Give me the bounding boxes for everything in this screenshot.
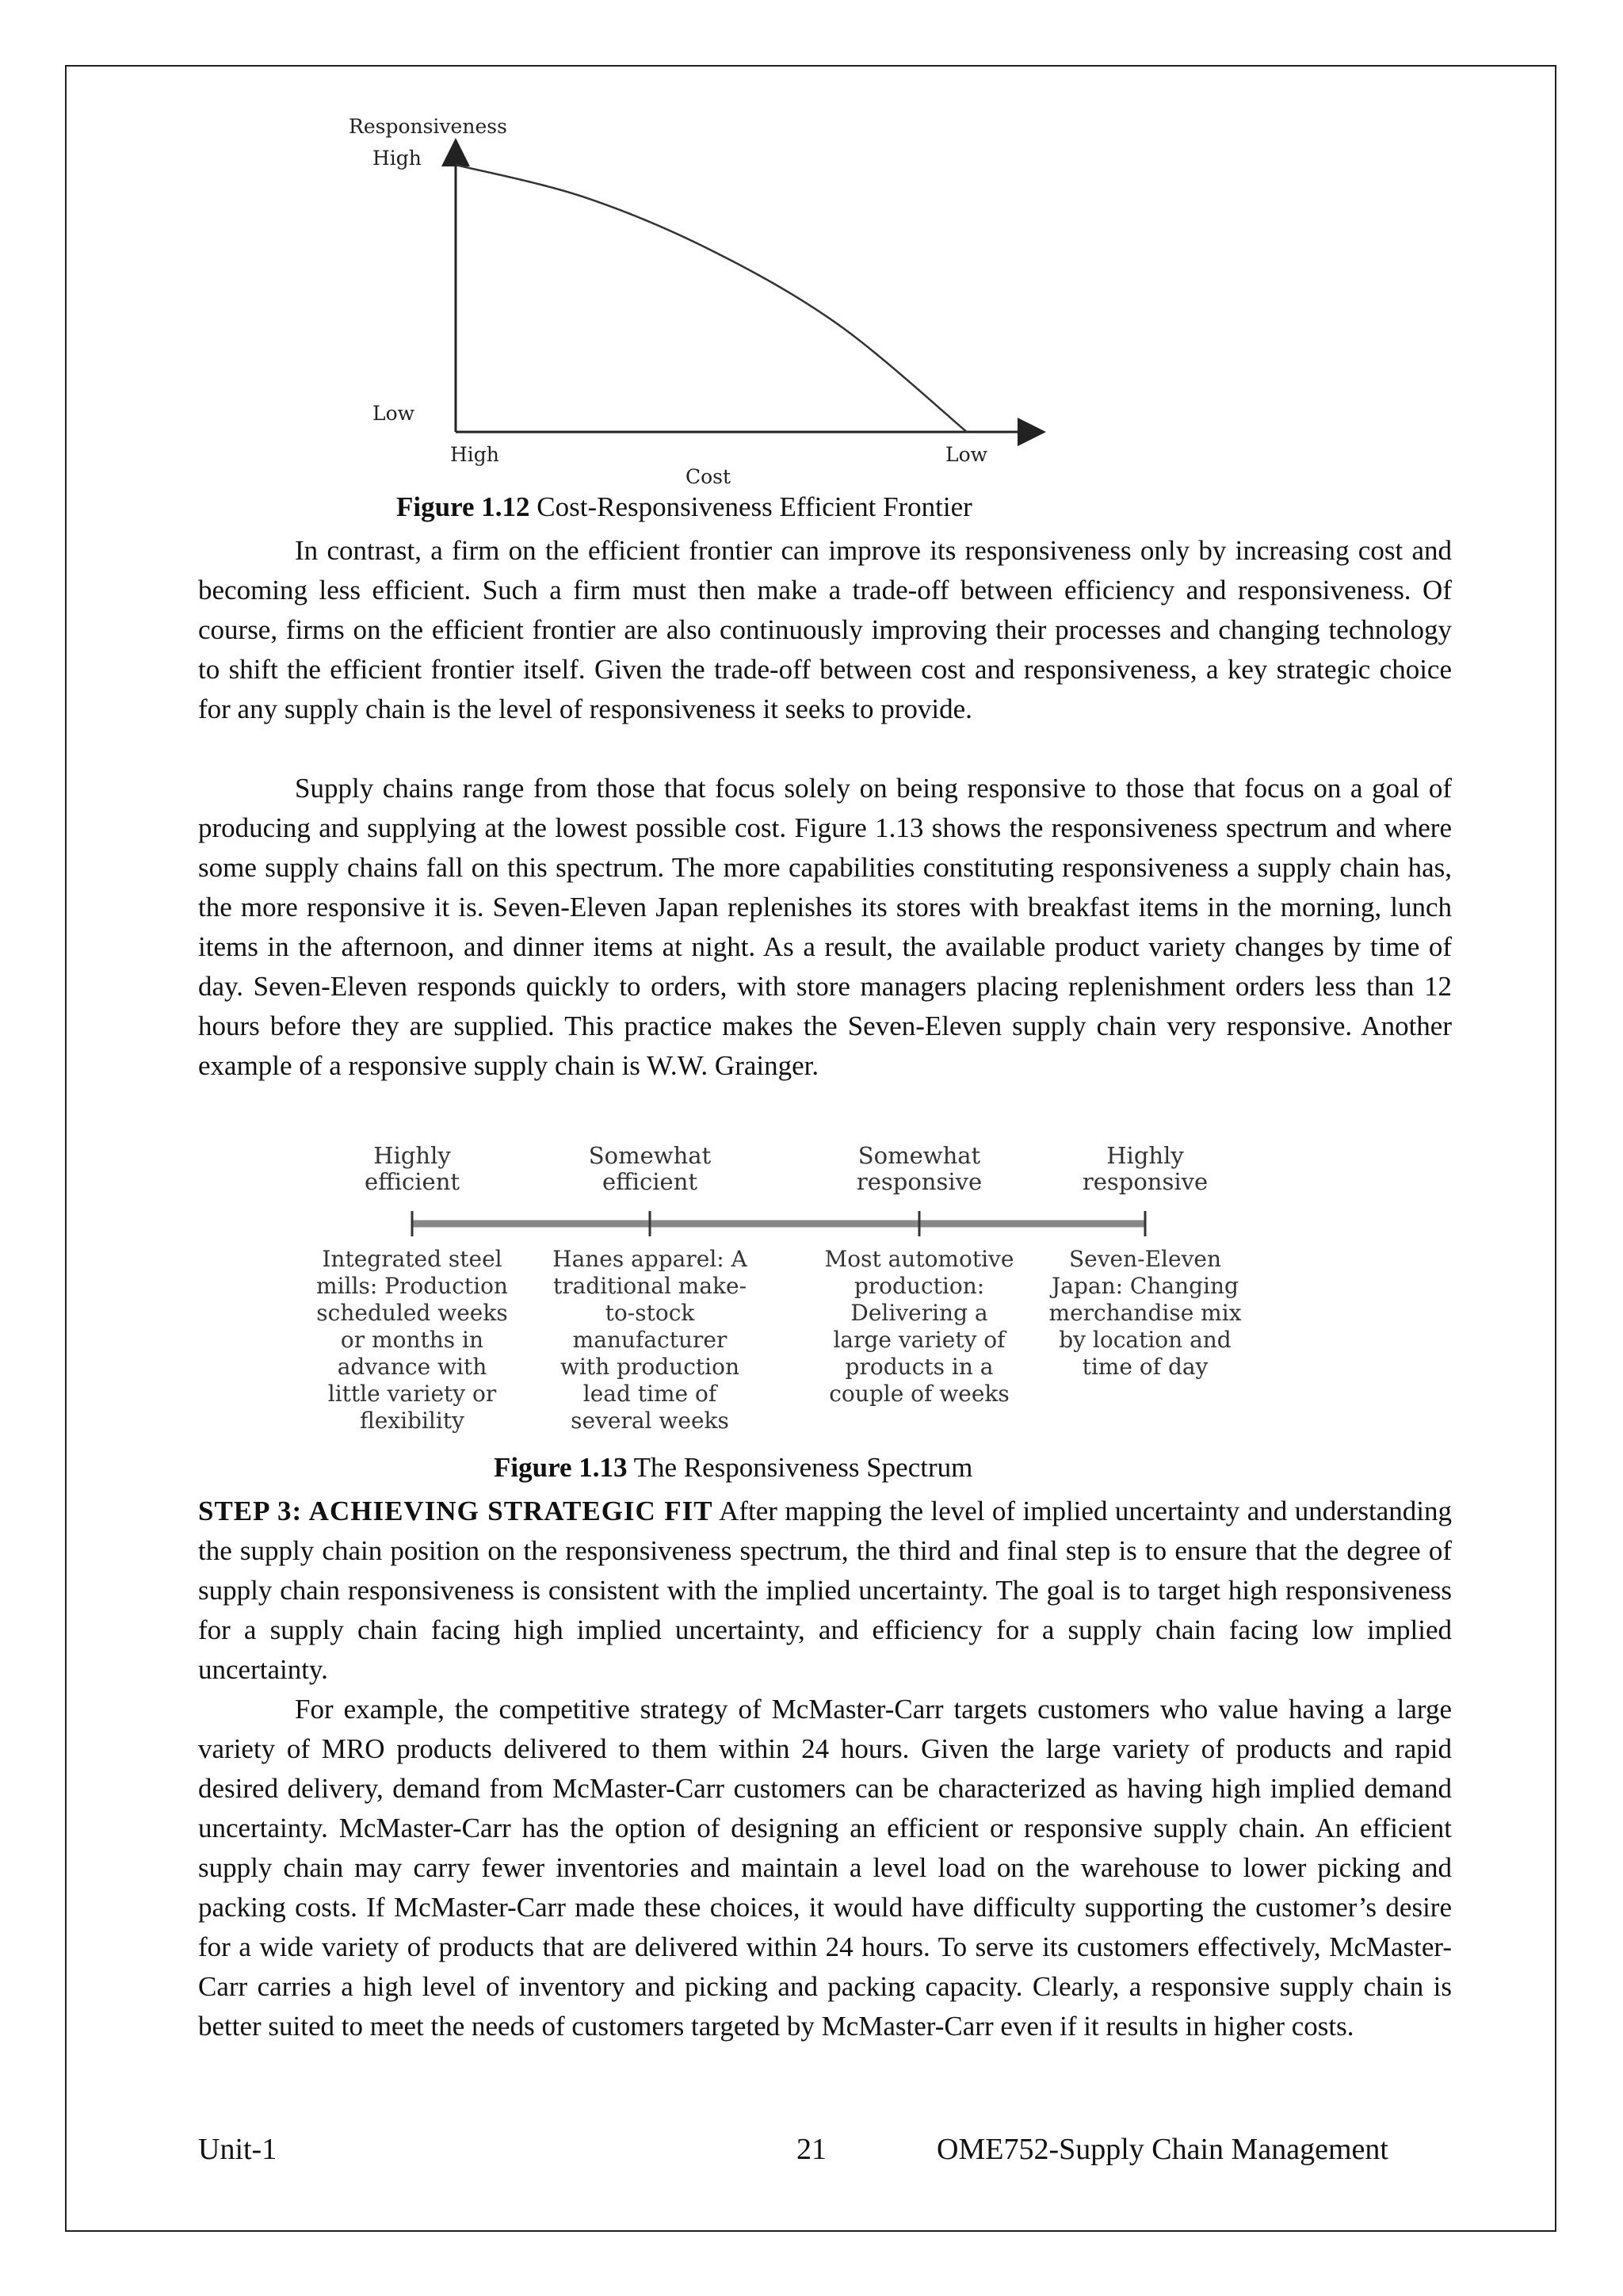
x-axis-label: Cost xyxy=(685,465,731,488)
footer-course-title: OME752-Supply Chain Management xyxy=(937,2133,1388,2166)
spectrum-example-seven-eleven: Seven-Eleven Japan: Changing merchandise mix by location and time of day xyxy=(1048,1246,1242,1380)
figure-13-label: Figure 1.13 xyxy=(494,1452,628,1483)
spectrum-level-somewhat-efficient: Somewhat efficient xyxy=(588,1142,712,1195)
y-tick-low: Low xyxy=(372,402,415,425)
spectrum-example-steel-mills: Integrated steel mills: Production scheduled weeks or months in advance with little variety or flexibility xyxy=(316,1246,508,1434)
step-3-text: After mapping the level of implied uncertainty and understanding the supply chain position on the responsiveness spectrum, the third and final step is to ensure that the degree of supply chain responsiveness is consistent with the implied uncertainty. The goal is to target high responsiveness for a supply chain facing high implied uncertainty, and efficiency for a supply chain facing low implied uncertainty. xyxy=(198,1496,1452,1685)
frontier-curve xyxy=(456,165,967,432)
figure-12-title: Cost-Responsiveness Efficient Frontier xyxy=(529,491,972,522)
responsiveness-spectrum xyxy=(301,1141,1252,1458)
y-axis-label: Responsiveness xyxy=(349,115,507,138)
spectrum-example-hanes: Hanes apparel: A traditional make-to-stock manufacturer with production lead time of several weeks xyxy=(552,1246,747,1434)
spectrum-example-automotive: Most automotive production: Delivering a large variety of products in a couple of weeks xyxy=(824,1246,1014,1407)
paragraph-mcmaster-carr: For example, the competitive strategy of McMaster-Carr targets customers who value having a large variety of MRO products delivered to them within 24 hours. Given the large variety of products and rapid desired delivery, demand from McMaster-Carr customers can be characterized as having high implied demand uncertainty. McMaster-Carr has the option of designing an efficient or responsive supply chain. An efficient supply chain may carry fewer inventories and maintain a level load on the warehouse to lower picking and packing costs. If McMaster-Carr made these choices, it would have difficulty supporting the customer’s desire for a wide variety of products that are delivered within 24 hours. To serve its customers effectively, McMaster-Carr carries a high level of inventory and picking and packing capacity. Clearly, a responsive supply chain is better suited to meet the needs of customers targeted by McMaster-Carr even if it results in higher costs. xyxy=(198,1694,1452,2042)
paragraph-step-3 xyxy=(198,1492,1452,1690)
spectrum-level-somewhat-responsive: Somewhat responsive xyxy=(856,1142,983,1195)
paragraph-supply-chain-range: Supply chains range from those that focus solely on being responsive to those that focus on a goal of producing and supplying at the lowest possible cost. Figure 1.13 shows the responsiveness spectrum and where some supply chains fall on this spectrum. The more capabilities constituting responsiveness a supply chain has, the more responsive it is. Seven-Eleven Japan replenishes its stores with breakfast items in the morning, lunch items in the afternoon, and dinner items at night. As a result, the available product variety changes by time of day. Seven-Eleven responds quickly to orders, with store managers placing replenishment orders less than 12 hours before they are supplied. This practice makes the Seven-Eleven supply chain very responsive. Another example of a responsive supply chain is W.W. Grainger. xyxy=(198,773,1452,1081)
footer-unit: Unit-1 xyxy=(198,2133,277,2166)
figure-12-caption xyxy=(396,491,972,523)
figure-13-title: The Responsiveness Spectrum xyxy=(627,1452,973,1483)
paragraph-efficient-frontier: In contrast, a firm on the efficient frontier can improve its responsiveness only by increasing cost and becoming less efficient. Such a firm must then make a trade-off between efficiency and responsiveness. Of course, firms on the efficient frontier are also continuously improving their processes and changing technology to shift the efficient frontier itself. Given the trade-off between cost and responsiveness, a key strategic choice for any supply chain is the level of responsiveness it seeks to provide. xyxy=(198,535,1452,724)
efficient-frontier-chart xyxy=(333,103,1046,491)
footer-page-number: 21 xyxy=(796,2133,827,2166)
figure-13-caption xyxy=(494,1452,972,1484)
figure-12-label: Figure 1.12 xyxy=(396,491,530,522)
spectrum-level-highly-efficient: Highly efficient xyxy=(364,1142,460,1195)
spectrum-level-highly-responsive: Highly responsive xyxy=(1082,1142,1209,1195)
x-tick-low: Low xyxy=(945,443,988,466)
x-tick-high: High xyxy=(450,443,499,466)
step-3-heading: STEP 3: ACHIEVING STRATEGIC FIT xyxy=(198,1496,713,1526)
y-tick-high: High xyxy=(372,147,422,170)
